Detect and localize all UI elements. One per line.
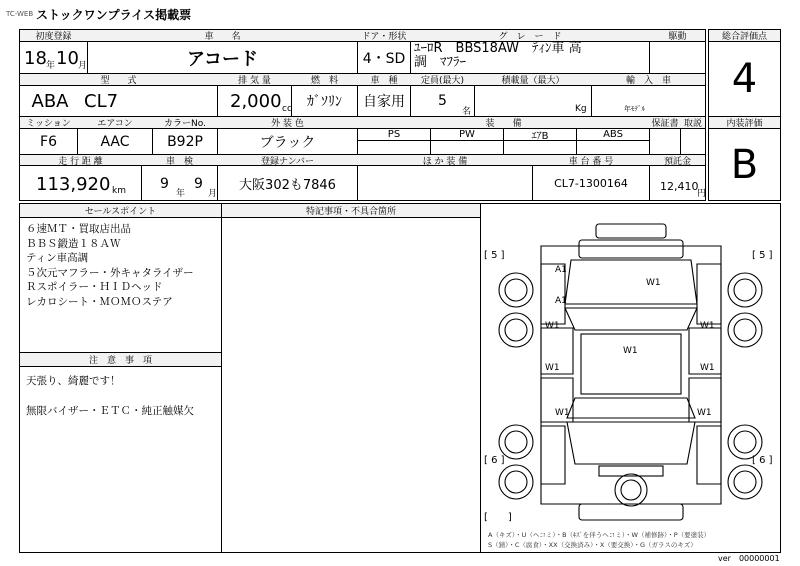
color-no-value: B92P bbox=[167, 133, 203, 150]
reg-year-unit: 年 bbox=[46, 61, 56, 71]
label-ext-color: 外 装 色 bbox=[271, 119, 304, 129]
label-equipment: 装 備 bbox=[485, 119, 522, 129]
model-prefix-value: ABA bbox=[31, 90, 69, 112]
trunk bbox=[567, 422, 695, 464]
bracket-bottom: [ ] bbox=[484, 512, 512, 523]
vehicle-class-value: 自家用 bbox=[363, 94, 405, 110]
label-drive: 駆動 bbox=[668, 32, 687, 42]
equip-abs: ABS bbox=[603, 129, 623, 140]
label-sales-points: セールスポイント bbox=[84, 207, 157, 217]
reg-month: 10 bbox=[56, 48, 79, 69]
spare-wheel bbox=[615, 474, 647, 506]
wheel-front-right bbox=[728, 273, 762, 307]
mileage-unit: km bbox=[112, 186, 126, 196]
label-grade: グ レ ー ド bbox=[498, 32, 562, 42]
car-diagram bbox=[481, 204, 780, 552]
label-mileage: 走 行 距 離 bbox=[58, 156, 103, 167]
wheel-right-bottom bbox=[728, 425, 762, 459]
label-manual: 取説 bbox=[683, 119, 702, 129]
reg-year: 18 bbox=[24, 48, 47, 69]
windshield bbox=[565, 308, 697, 330]
notes-list bbox=[26, 374, 194, 419]
overall-score-value: 4 bbox=[731, 56, 758, 102]
wheel-rear-left bbox=[499, 465, 533, 499]
legend-line-2: S（錆）・C（腐食）・XX（交換済み）・X（要交換）・G（ガラスのキズ） bbox=[488, 541, 697, 549]
damage-mark: A1 bbox=[555, 296, 567, 306]
label-chassis: 車 台 番 号 bbox=[568, 156, 614, 167]
label-first-reg: 初度登録 bbox=[35, 32, 72, 42]
label-overall-score: 総合評価点 bbox=[721, 32, 767, 42]
front-bumper bbox=[596, 224, 666, 238]
interior-score-value: B bbox=[730, 141, 759, 188]
capacity-unit: 名 bbox=[462, 107, 472, 117]
load-unit: Kg bbox=[575, 104, 587, 114]
sales-point: ６速ＭＴ・買取店出品 bbox=[26, 223, 131, 235]
bracket-bottom-left: [ 6 ] bbox=[484, 455, 505, 466]
label-import: 輸 入 車 bbox=[625, 76, 671, 86]
roof bbox=[581, 334, 681, 394]
grade-value bbox=[414, 42, 648, 73]
displacement-value: 2,000 bbox=[230, 91, 282, 112]
sales-point: レカロシート・ＭＯＭＯステア bbox=[26, 295, 173, 308]
damage-mark: W1 bbox=[545, 363, 560, 373]
label-other-equip: ほ か 装 備 bbox=[422, 156, 468, 167]
damage-mark: W1 bbox=[700, 321, 715, 331]
damage-mark: W1 bbox=[555, 408, 570, 418]
equip-ps: PS bbox=[387, 129, 401, 140]
label-vehicle-class: 車 種 bbox=[370, 76, 398, 86]
plate-value: 大阪302も7846 bbox=[239, 177, 336, 193]
mileage-value: 113,920 bbox=[36, 174, 111, 195]
capacity-value: 5 bbox=[438, 93, 447, 109]
note-line bbox=[26, 389, 194, 404]
label-door-shape: ドア・形状 bbox=[361, 32, 407, 42]
label-special-notes: 特記事項・不具合箇所 bbox=[305, 207, 396, 217]
wheel-front-left-bottom bbox=[499, 425, 533, 459]
label-car-name: 車 名 bbox=[204, 32, 241, 42]
displacement-unit: cc bbox=[282, 104, 292, 114]
bracket-top-left: [ 5 ] bbox=[484, 250, 505, 261]
label-load: 積載量（最大） bbox=[501, 76, 565, 86]
sales-point: ＢＢＳ鍛造１８ＡＷ bbox=[26, 237, 121, 250]
right-quarter bbox=[697, 426, 721, 484]
insp-year-unit: 年 bbox=[176, 189, 186, 199]
page-title: ストックワンプライス掲載票 bbox=[36, 8, 192, 22]
equip-airbag: ｴｱB bbox=[531, 131, 549, 142]
damage-mark: W1 bbox=[697, 408, 712, 418]
aircon-value: AAC bbox=[100, 133, 130, 150]
note-line: 天張り、綺麗です！ bbox=[26, 375, 121, 387]
wheel-front-left bbox=[499, 273, 533, 307]
wheel-rear-right bbox=[728, 465, 762, 499]
label-notes: 注 意 事 項 bbox=[88, 356, 152, 366]
insp-month: 9 bbox=[194, 176, 203, 192]
sales-points-list bbox=[26, 222, 194, 310]
first-reg-date bbox=[24, 44, 86, 72]
grade-line-1: ﾕｰﾛR BBS18AW ﾃｨﾝ車 高 bbox=[414, 41, 582, 56]
label-color-no: カラーNo. bbox=[164, 119, 206, 129]
label-inspection: 車 検 bbox=[165, 156, 193, 167]
label-fuel: 燃 料 bbox=[310, 76, 338, 86]
insp-month-unit: 月 bbox=[208, 189, 218, 199]
insp-year: 9 bbox=[160, 176, 169, 192]
label-interior-score: 内装評価 bbox=[726, 119, 763, 129]
damage-mark: A1 bbox=[555, 265, 567, 275]
mission-value: F6 bbox=[40, 133, 57, 150]
hood bbox=[565, 260, 697, 304]
grade-line-2: 調 ﾏﾌﾗｰ bbox=[414, 55, 467, 70]
left-quarter bbox=[541, 426, 565, 484]
model-value: CL7 bbox=[84, 91, 119, 112]
door-shape-value: 4・SD bbox=[362, 50, 406, 67]
label-aircon: エアコン bbox=[97, 119, 133, 129]
label-deposit: 預託金 bbox=[663, 156, 691, 167]
car-name-value: アコード bbox=[186, 48, 259, 70]
damage-mark: W1 bbox=[545, 321, 560, 331]
label-warranty: 保証書 bbox=[651, 119, 679, 129]
label-displacement: 排 気 量 bbox=[238, 76, 271, 86]
note-line: 無限バイザー・ＥＴＣ・純正触媒欠 bbox=[26, 405, 194, 417]
rear-glass bbox=[567, 398, 695, 418]
fuel-value: ｶﾞｿﾘﾝ bbox=[307, 94, 342, 110]
label-mission: ミッション bbox=[26, 119, 71, 129]
equip-pw: PW bbox=[459, 129, 475, 140]
damage-mark: W1 bbox=[623, 346, 638, 356]
sales-point: ティン車高調 bbox=[26, 252, 89, 265]
legend-line-1: A（キズ）・U（ヘコミ）・B（ｷｽﾞを伴うヘコミ）・W（補修跡）・P（要塗装） bbox=[488, 531, 711, 539]
logo: TC-WEB bbox=[6, 10, 34, 18]
reg-month-unit: 月 bbox=[78, 61, 88, 71]
damage-mark: W1 bbox=[646, 278, 661, 288]
wheel-rear-left-top bbox=[499, 313, 533, 347]
deposit-unit: 円 bbox=[697, 189, 707, 199]
import-year-unit: 年ﾓﾃﾞﾙ bbox=[624, 105, 645, 113]
bracket-bottom-right: [ 6 ] bbox=[752, 455, 773, 466]
label-capacity: 定員(最大) bbox=[420, 76, 465, 86]
sales-point: Ｒスポイラー・ＨＩＤヘッド bbox=[26, 281, 163, 294]
bracket-top-right: [ 5 ] bbox=[752, 250, 773, 261]
label-model: 型 式 bbox=[100, 76, 137, 86]
wheel-right-top bbox=[728, 313, 762, 347]
chassis-value: CL7-1300164 bbox=[554, 176, 628, 190]
right-fender bbox=[697, 264, 721, 324]
deposit-value: 12,410 bbox=[660, 180, 699, 193]
ext-color-value: ブラック bbox=[259, 134, 316, 151]
label-plate: 登録ナンバー bbox=[261, 156, 314, 167]
version-label: ver 00000001 bbox=[718, 554, 780, 563]
sales-point: ５次元マフラー・外キャタライザー bbox=[26, 266, 194, 279]
damage-mark: W1 bbox=[700, 363, 715, 373]
